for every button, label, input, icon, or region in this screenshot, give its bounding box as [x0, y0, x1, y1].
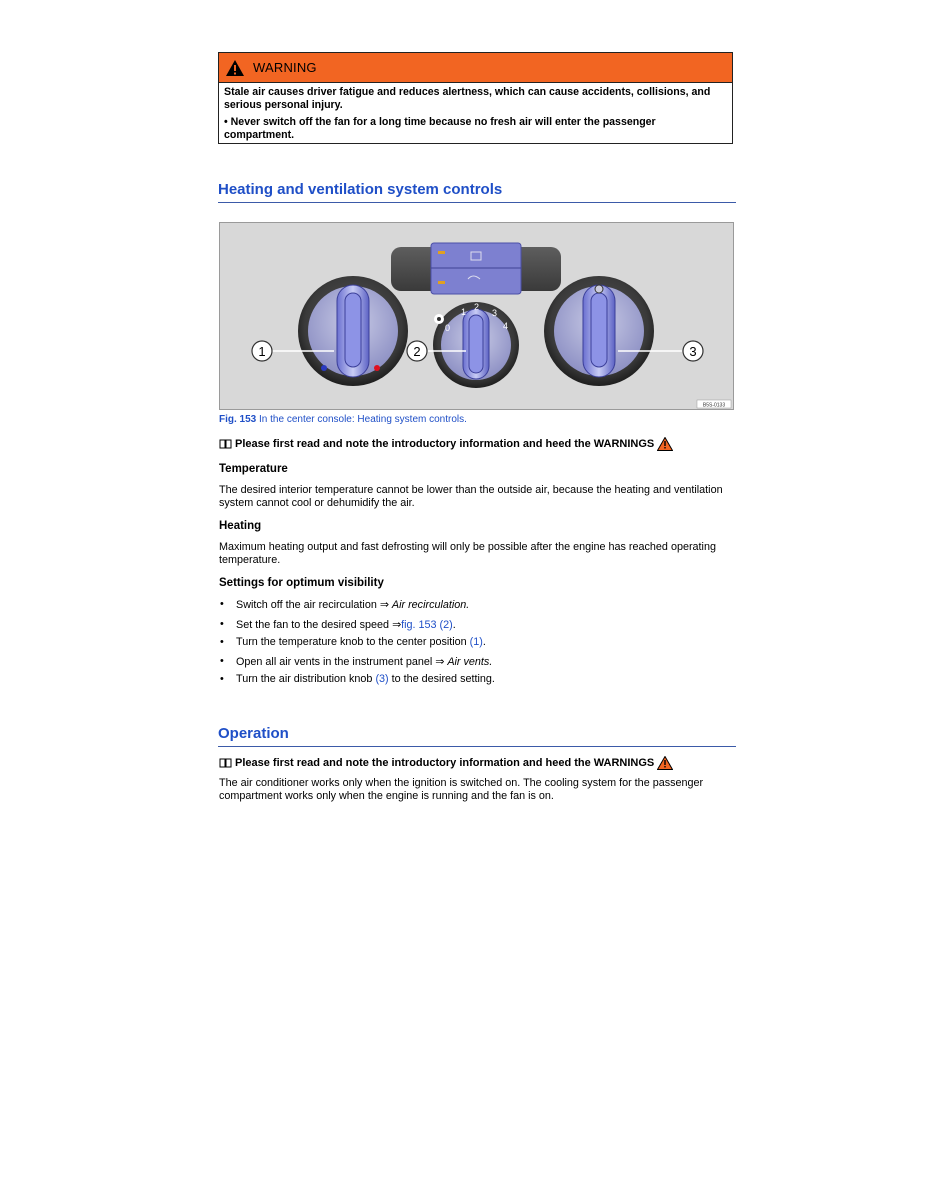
visibility-heading: Settings for optimum visibility	[219, 577, 384, 589]
fan-scale-0: 0	[445, 323, 451, 333]
warning-triangle-icon	[657, 756, 673, 770]
warning-triangle-icon	[225, 59, 245, 77]
note-line	[219, 756, 673, 770]
callout-2: 2	[413, 344, 421, 359]
warning-bullet: • Never switch off the fan for a long time because no fresh air will enter the passenger compartment.	[224, 116, 656, 141]
link-callout-1[interactable]: (1)	[469, 636, 483, 648]
fan-scale-3: 3	[492, 308, 498, 318]
warning-title: WARNING	[253, 60, 317, 75]
visibility-list	[219, 598, 731, 685]
list-item: • Turn the temperature knob to the center position (1).	[219, 636, 731, 648]
heating-text: Maximum heating output and fast defrosting will only be possible after the engine has reached operating temperature.	[219, 541, 716, 566]
temperature-heading: Temperature	[219, 463, 288, 475]
warning-triangle-icon	[657, 437, 673, 451]
link-air-vents[interactable]: Air vents.	[447, 656, 493, 668]
list-item: • Open all air vents in the instrument panel ⇒ Air vents.	[219, 655, 731, 668]
figure-caption-label: Fig. 153	[219, 414, 257, 425]
list-item: • Switch off the air recirculation ⇒ Air recirculation.	[219, 598, 731, 611]
list-item: • Set the fan to the desired speed ⇒fig. 153 (2).	[219, 618, 731, 631]
section-heading-controls: Heating and ventilation system controls	[218, 181, 736, 203]
fan-scale-1: 1	[461, 307, 467, 317]
note-text: Please first read and note the introductory information and heed the WARNINGS	[235, 438, 655, 450]
warning-header	[219, 53, 732, 83]
figure-caption	[219, 414, 467, 425]
heating-controls-figure	[219, 222, 734, 410]
section-heading-operation: Operation	[218, 725, 736, 747]
operation-text: The air conditioner works only when the ignition is switched on. The cooling system for the passenger compartment works only when the engine is running and the fan is on.	[219, 777, 704, 802]
figure-caption-text: In the center console: Heating system controls.	[256, 414, 467, 425]
figure-code: B5S-0133	[702, 402, 726, 409]
callout-1: 1	[258, 344, 266, 359]
callout-3: 3	[689, 344, 697, 359]
temperature-text: The desired interior temperature cannot be lower than the outside air, because the heating and ventilation system cannot cool or dehumidify the air.	[219, 484, 723, 509]
book-icon	[219, 758, 232, 768]
list-item: • Turn the air distribution knob (3) to the desired setting.	[219, 673, 731, 685]
fan-scale-2: 2	[474, 302, 480, 312]
fan-icon	[434, 314, 444, 324]
link-fig-153-2[interactable]: fig. 153 (2)	[401, 619, 453, 631]
note-text: Please first read and note the introductory information and heed the WARNINGS	[235, 757, 655, 769]
warning-box	[218, 52, 733, 144]
warning-text: Stale air causes driver fatigue and reduces alertness, which can cause accidents, collisions, and serious personal injury.	[224, 86, 711, 111]
note-line	[219, 437, 673, 451]
fan-scale-4: 4	[503, 321, 509, 331]
heating-heading: Heating	[219, 520, 262, 532]
book-icon	[219, 439, 232, 449]
link-air-recirculation[interactable]: Air recirculation.	[391, 599, 470, 611]
link-callout-3[interactable]: (3)	[375, 673, 389, 685]
